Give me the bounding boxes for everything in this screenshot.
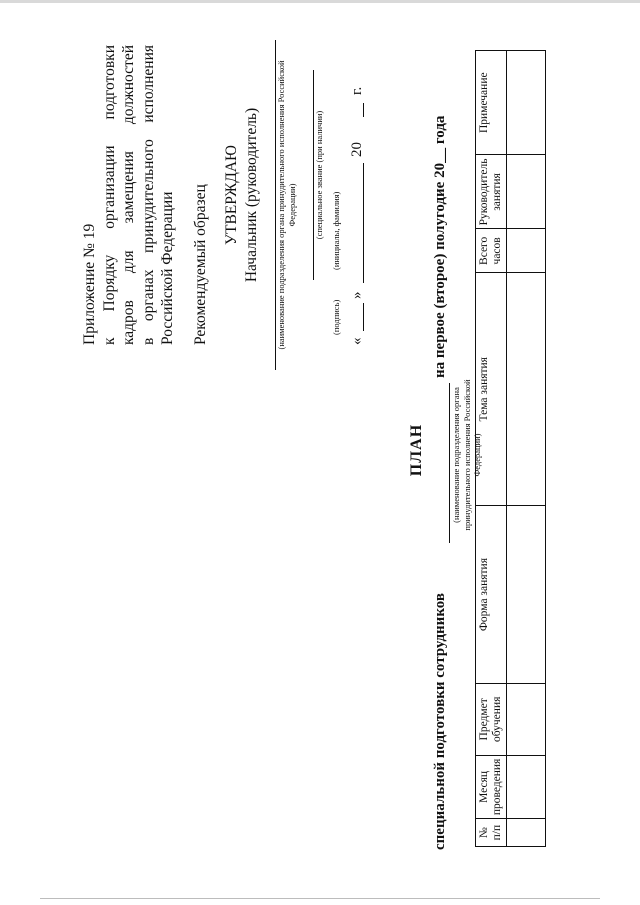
quote-open: «: [349, 337, 365, 345]
document-page: [30, 20, 550, 880]
plan-division-blank-line: [449, 383, 450, 543]
column-header: Руководитель занятия: [476, 155, 507, 229]
appendix-line: в органах принудительного исполнения: [139, 45, 157, 345]
table-cell: [507, 819, 546, 847]
rank-caption: (специальное звание (при наличии): [314, 110, 324, 240]
column-header: Примечание: [476, 51, 507, 155]
column-header: № п/п: [476, 819, 507, 847]
plan-title: ПЛАН: [408, 423, 425, 477]
plan-table: [475, 50, 546, 847]
table-row: [507, 51, 546, 847]
table-cell: [507, 229, 546, 273]
table-cell: [507, 155, 546, 229]
appendix-block: [80, 45, 178, 345]
table-cell: [507, 683, 546, 755]
table-header-row: [476, 51, 507, 847]
table-cell: [507, 51, 546, 155]
scan-edge-bottom: [40, 898, 600, 899]
column-header: Предмет обучения: [476, 683, 507, 755]
appendix-line: к Порядку организации подготовки: [100, 45, 118, 345]
day-blank-line: [363, 303, 364, 331]
approval-position: Начальник (руководитель): [243, 107, 260, 283]
date-signature-row: [342, 45, 366, 345]
year-blank-line: [363, 103, 364, 117]
quote-close: »: [349, 291, 365, 299]
month-blank-line: [363, 163, 364, 283]
division-caption: (наименование подразделения органа принудительного исполнения Российской Федерации): [276, 60, 297, 350]
approval-title: УТВЕРЖДАЮ: [223, 145, 240, 245]
column-header: Тема занятия: [476, 273, 507, 506]
approval-header: [222, 45, 262, 345]
signature-caption: (подпись): [331, 299, 341, 335]
initials-caption: (инициалы, фамилия): [331, 191, 341, 270]
table-cell: [507, 273, 546, 506]
appendix-line: кадров для замещения должностей: [120, 45, 137, 345]
plan-heading-left: специальной подготовки сотрудников: [432, 593, 448, 850]
column-header: Месяц проведения: [476, 755, 507, 819]
plan-heading-caption: (наименование подразделения органа принудительного исполнения Российской Федерации): [451, 379, 482, 531]
year-suffix: г.: [349, 86, 365, 95]
table-cell: [507, 755, 546, 819]
appendix-line: Российской Федерации: [159, 191, 176, 345]
recommended-sample-label: Рекомендуемый образец: [192, 184, 209, 345]
plan-heading-right: на первое (второе) полугодие 20__ года: [432, 115, 448, 378]
column-header: Всего часов: [476, 229, 507, 273]
year-prefix: 20: [349, 142, 365, 157]
scan-edge-top: [0, 0, 640, 3]
table-cell: [507, 506, 546, 684]
appendix-number: Приложение № 19: [81, 223, 98, 345]
column-header: Форма занятия: [476, 506, 507, 684]
